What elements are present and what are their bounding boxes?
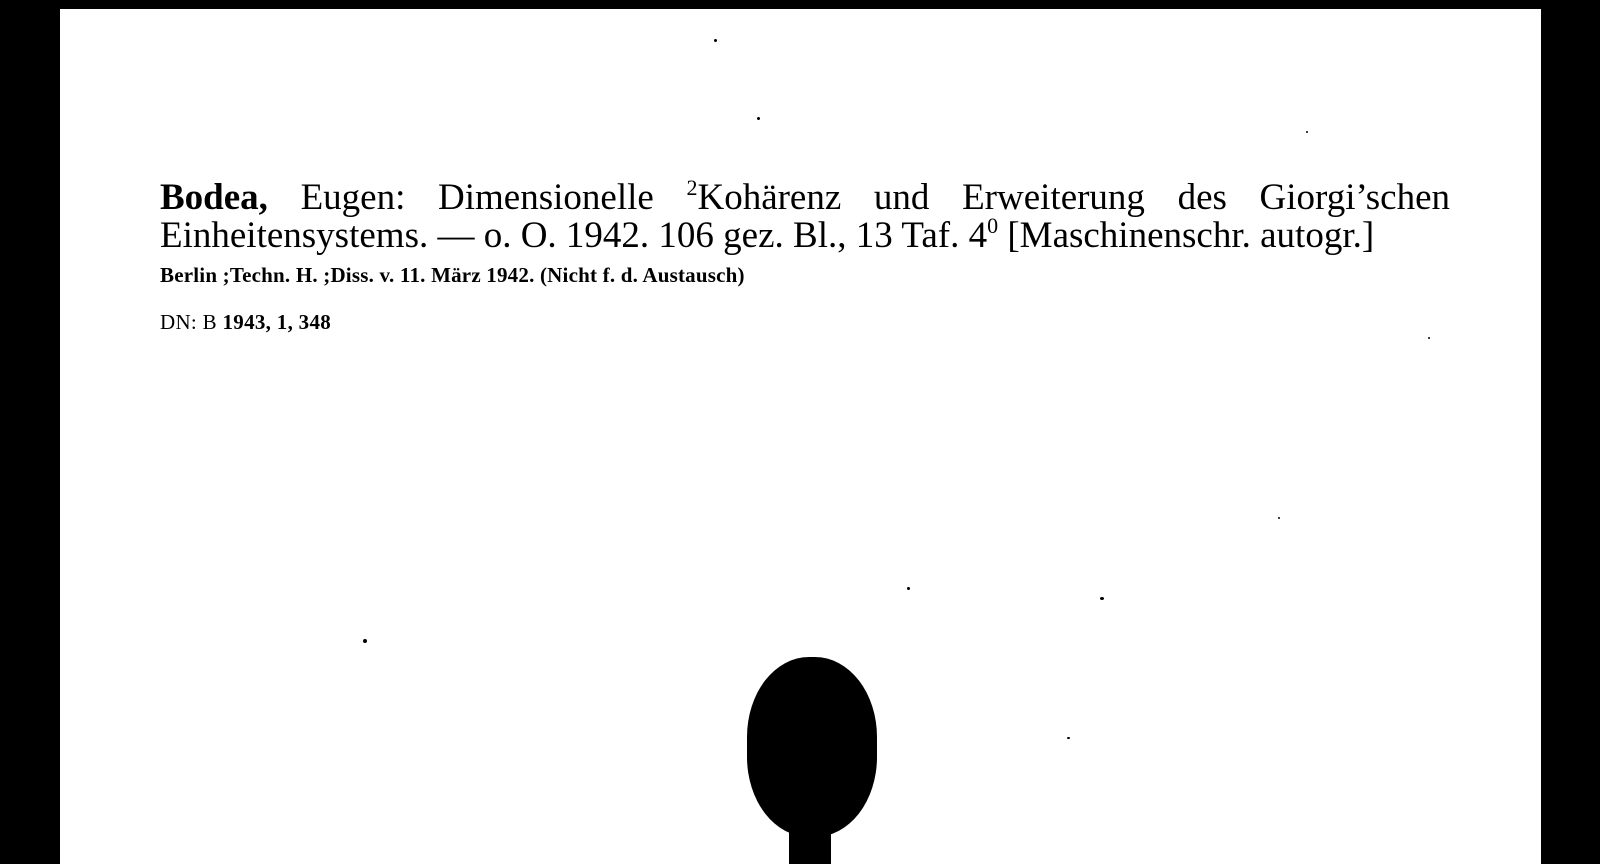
scan-speck [1067,737,1070,739]
dn-prefix: DN: B [160,310,223,334]
superscript-2: 2 [686,175,698,200]
scan-speck [1100,597,1104,600]
record-text-part-3: [Maschinenschr. autogr.] [998,215,1375,256]
record-text-part-1: Eugen: Dimensionelle [267,177,687,218]
superscript-0: 0 [987,213,999,238]
card-punch-hole-stem [789,809,831,864]
scan-speck [714,39,717,42]
scan-speck [1306,131,1308,133]
scan-speck [907,587,910,590]
dn-value: 1943, 1, 348 [222,310,332,334]
dissertation-note: Berlin ;Techn. H. ;Diss. v. 11. März 1942. (Nicht f. d. Austausch) [160,263,745,287]
catalog-entry [160,175,1450,335]
scan-speck [757,117,760,120]
scan-speck [363,639,367,643]
bibliographic-record [160,175,1450,256]
author-surname: Bodea, [160,177,268,218]
catalog-card [60,9,1541,864]
record-text-part-2: Kohärenz und Erweiterung des Giorgi’schen Einheitensystems. — o. O. 1942. 106 gez. Bl., 13 Taf. 4 [160,177,1450,256]
scan-speck [1428,337,1430,339]
scan-speck [1278,517,1280,519]
dn-reference [160,310,1450,335]
scan-border-right [1541,0,1600,864]
